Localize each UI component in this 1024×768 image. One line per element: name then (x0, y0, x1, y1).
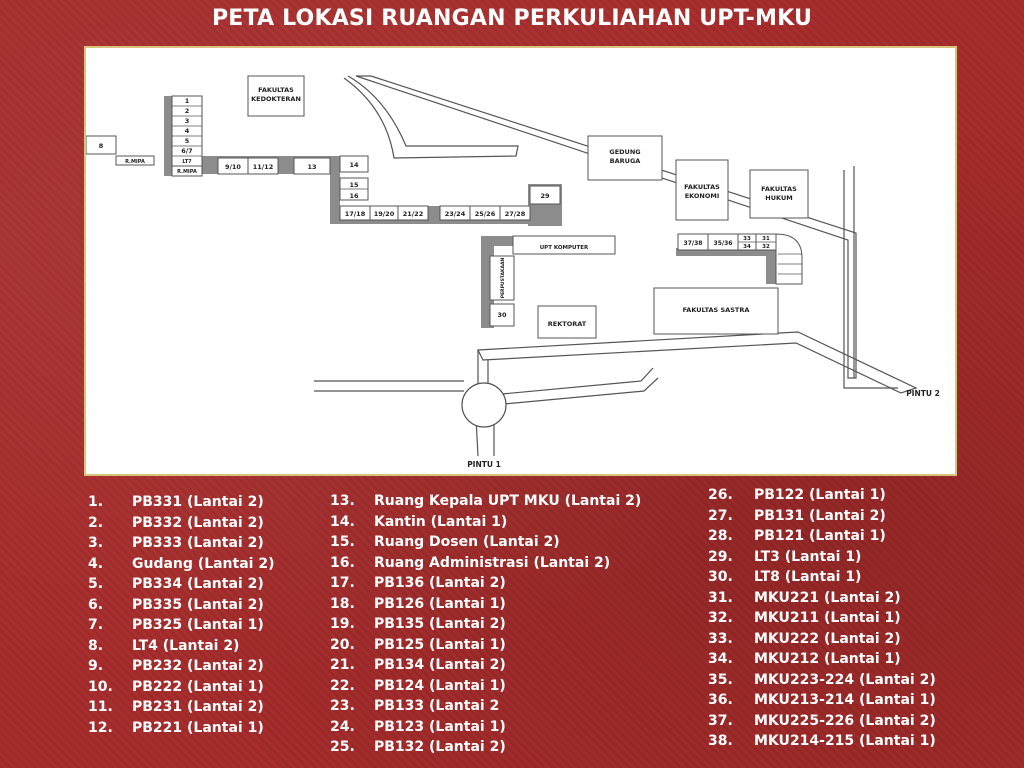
legend-item-number: 32. (708, 610, 733, 626)
room-label: 21/22 (402, 210, 424, 218)
room-label: 11/12 (252, 163, 274, 171)
legend-item (330, 614, 641, 635)
legend-item-label: MKU225-226 (Lantai 2) (754, 712, 936, 729)
building-label: R.MIPA (125, 159, 145, 165)
legend-item-label: Gudang (Lantai 2) (132, 555, 275, 572)
legend-item-label: LT3 (Lantai 1) (754, 548, 862, 565)
building-curved-block (776, 234, 802, 284)
legend-item-label: Kantin (Lantai 1) (374, 513, 508, 530)
legend-column-1 (88, 492, 274, 738)
legend-item-label: LT4 (Lantai 2) (132, 637, 240, 654)
road-right-lower (502, 368, 658, 404)
building-label: PERPUSTAKAAN (501, 257, 506, 299)
room-label: 17/18 (344, 210, 366, 218)
roundabout (462, 383, 506, 427)
legend-item-label: PB125 (Lantai 1) (374, 636, 506, 653)
room-label: 3 (184, 117, 190, 125)
legend-item-number: 25. (330, 739, 355, 755)
building-label: FAKULTAS (258, 86, 294, 94)
legend-item-number: 10. (88, 678, 113, 695)
legend-item-label: PB222 (Lantai 1) (132, 678, 264, 695)
legend-item-number: 31. (708, 589, 733, 606)
legend-item (330, 573, 641, 594)
room-label: 13 (307, 163, 317, 171)
legend-item-label: Ruang Administrasi (Lantai 2) (374, 554, 611, 571)
legend-item-number: 6. (88, 596, 104, 613)
building-label: EKONOMI (684, 192, 720, 200)
room-label: 33 (743, 236, 751, 242)
legend-item-number: 9. (88, 658, 104, 674)
legend-item (88, 554, 274, 575)
room-label: 19/20 (373, 210, 395, 218)
legend-item-number: 33. (708, 630, 733, 647)
room-label: 8 (98, 142, 104, 150)
legend-item-label: MKU221 (Lantai 2) (754, 589, 901, 606)
legend-item (88, 636, 274, 657)
legend-item-label: PB335 (Lantai 2) (132, 596, 264, 613)
legend-item-number: 20. (330, 636, 355, 653)
legend-item-label: MKU214-215 (Lantai 1) (754, 733, 936, 749)
legend-item-label: PB221 (Lantai 1) (132, 719, 264, 736)
legend-item-number: 3. (88, 535, 104, 551)
legend-item-label: PB232 (Lantai 2) (132, 658, 264, 674)
room-label: 15 (349, 181, 359, 189)
legend-item-number: 37. (708, 712, 733, 729)
legend-item-number: 5. (88, 576, 104, 592)
room-label: 32 (762, 244, 770, 250)
legend-item-label: MKU222 (Lantai 2) (754, 630, 901, 647)
legend-item (330, 594, 641, 615)
room-label: 27/28 (504, 210, 526, 218)
legend-item-number: 2. (88, 514, 104, 531)
legend-item-label: LT8 (Lantai 1) (754, 569, 862, 585)
legend-item (708, 567, 936, 588)
legend-item-number: 35. (708, 671, 733, 688)
legend-item-label: PB133 (Lantai 2 (374, 698, 500, 714)
legend-item (88, 656, 274, 677)
legend-item-label: PB231 (Lantai 2) (132, 699, 264, 715)
legend-item-number: 21. (330, 657, 355, 673)
legend-item (708, 588, 936, 609)
legend-item-label: PB332 (Lantai 2) (132, 514, 264, 531)
legend-item (708, 690, 936, 711)
legend-item-label: MKU213-214 (Lantai 1) (754, 692, 936, 708)
building-label: BARUGA (609, 157, 641, 165)
legend-item (708, 649, 936, 670)
legend-item-label: PB134 (Lantai 2) (374, 657, 506, 673)
road-right-vertical (844, 170, 898, 388)
legend-item (708, 547, 936, 568)
legend-item-number: 16. (330, 554, 355, 571)
legend-item (330, 717, 641, 738)
campus-map (84, 46, 957, 476)
road-left (314, 381, 464, 391)
room-label: 4 (184, 127, 190, 135)
legend-item-label: PB331 (Lantai 2) (132, 494, 264, 510)
legend-item (88, 513, 274, 534)
room-label: 23/24 (444, 210, 466, 218)
legend-item-label: PB135 (Lantai 2) (374, 616, 506, 632)
building-label: R.MIPA (177, 169, 197, 175)
legend-item-label: PB122 (Lantai 1) (754, 487, 886, 503)
legend-item-number: 4. (88, 555, 104, 572)
room-label: 35/36 (713, 240, 733, 247)
building-label: FAKULTAS SASTRA (682, 306, 750, 314)
legend-item-number: 19. (330, 616, 355, 632)
legend-item-number: 18. (330, 595, 355, 612)
legend-item-label: PB334 (Lantai 2) (132, 576, 264, 592)
room-label: 30 (497, 311, 507, 319)
legend-item-number: 36. (708, 692, 733, 708)
legend-item-number: 1. (88, 494, 104, 510)
legend-item (88, 574, 274, 595)
legend-item-number: 34. (708, 651, 733, 667)
road-to-pintu2 (478, 332, 916, 393)
building-label: REKTORAT (547, 320, 587, 328)
page-title: PETA LOKASI RUANGAN PERKULIAHAN UPT-MKU (211, 6, 813, 31)
legend-item-number: 38. (708, 733, 733, 749)
legend-item-number: 26. (708, 487, 733, 503)
legend-item (88, 533, 274, 554)
legend-item-number: 14. (330, 513, 355, 530)
legend-item-number: 13. (330, 493, 355, 509)
building-label: GEDUNG (609, 148, 641, 156)
legend-item (88, 492, 274, 513)
legend-item-label: PB333 (Lantai 2) (132, 535, 264, 551)
gate-label-pintu1: PINTU 1 (467, 460, 501, 469)
legend-item (330, 676, 641, 697)
legend-item-number: 12. (88, 719, 113, 736)
legend-item (708, 629, 936, 650)
road-up (478, 350, 488, 388)
legend-item-label: Ruang Dosen (Lantai 2) (374, 534, 560, 550)
gate-label-pintu2: PINTU 2 (906, 389, 940, 398)
legend-item-label: PB126 (Lantai 1) (374, 595, 506, 612)
campus-map-drawing (86, 48, 955, 474)
legend-item-label: PB325 (Lantai 1) (132, 617, 264, 633)
road-curve (344, 76, 518, 158)
room-label: 2 (184, 107, 190, 115)
legend-item-number: 11. (88, 699, 113, 715)
legend-item (330, 696, 641, 717)
legend-item (88, 677, 274, 698)
legend-item-number: 28. (708, 528, 733, 544)
room-label: 37/38 (683, 240, 703, 247)
legend-item (708, 731, 936, 752)
legend-item (330, 491, 641, 512)
room-label: LT7 (182, 159, 192, 165)
room-label: 14 (349, 161, 359, 169)
legend-item (708, 526, 936, 547)
legend-item-label: PB124 (Lantai 1) (374, 677, 506, 694)
legend-item-number: 23. (330, 698, 355, 714)
legend-item (708, 608, 936, 629)
room-label: 1 (184, 97, 190, 105)
legend-item (330, 737, 641, 758)
room-label: 25/26 (474, 210, 496, 218)
legend-item (88, 615, 274, 636)
legend-item-number: 29. (708, 548, 733, 565)
legend-item-label: PB121 (Lantai 1) (754, 528, 886, 544)
room-label: 16 (349, 192, 359, 200)
legend-column-2 (330, 491, 641, 758)
building-label: FAKULTAS (684, 183, 720, 191)
legend-item (330, 532, 641, 553)
legend-item-number: 15. (330, 534, 355, 550)
legend-item-number: 17. (330, 575, 355, 591)
legend-item (88, 718, 274, 739)
legend-item (708, 711, 936, 732)
building-label: UPT KOMPUTER (539, 245, 589, 251)
legend-item-label: PB123 (Lantai 1) (374, 718, 506, 735)
room-label: 29 (540, 192, 550, 200)
building-label: HUKUM (765, 194, 793, 202)
legend-item (708, 670, 936, 691)
legend-item (708, 485, 936, 506)
room-label: 34 (743, 244, 751, 250)
legend-item-label: PB132 (Lantai 2) (374, 739, 506, 755)
legend-item-number: 30. (708, 569, 733, 585)
legend-item-label: PB136 (Lantai 2) (374, 575, 506, 591)
legend-item-number: 7. (88, 617, 104, 633)
legend-item (330, 655, 641, 676)
legend-item-number: 22. (330, 677, 355, 694)
room-label: 6/7 (181, 147, 193, 155)
legend-item-label: MKU223-224 (Lantai 2) (754, 671, 936, 688)
legend-item-label: MKU211 (Lantai 1) (754, 610, 901, 626)
legend-item (88, 595, 274, 616)
legend-item (88, 697, 274, 718)
legend-item-number: 27. (708, 507, 733, 524)
legend-item-label: MKU212 (Lantai 1) (754, 651, 901, 667)
room-label: 9/10 (225, 163, 241, 171)
legend-item (330, 512, 641, 533)
room-label: 5 (184, 137, 190, 145)
legend-item-label: Ruang Kepala UPT MKU (Lantai 2) (374, 493, 642, 509)
legend-column-3 (708, 485, 936, 752)
legend-item-label: PB131 (Lantai 2) (754, 507, 886, 524)
legend-item (330, 553, 641, 574)
legend-item-number: 24. (330, 718, 355, 735)
legend-item-number: 8. (88, 637, 104, 654)
legend-item (330, 635, 641, 656)
room-label: 31 (762, 236, 770, 242)
legend-item (708, 506, 936, 527)
building-label: KEDOKTERAN (251, 95, 301, 103)
building-label: FAKULTAS (761, 185, 797, 193)
